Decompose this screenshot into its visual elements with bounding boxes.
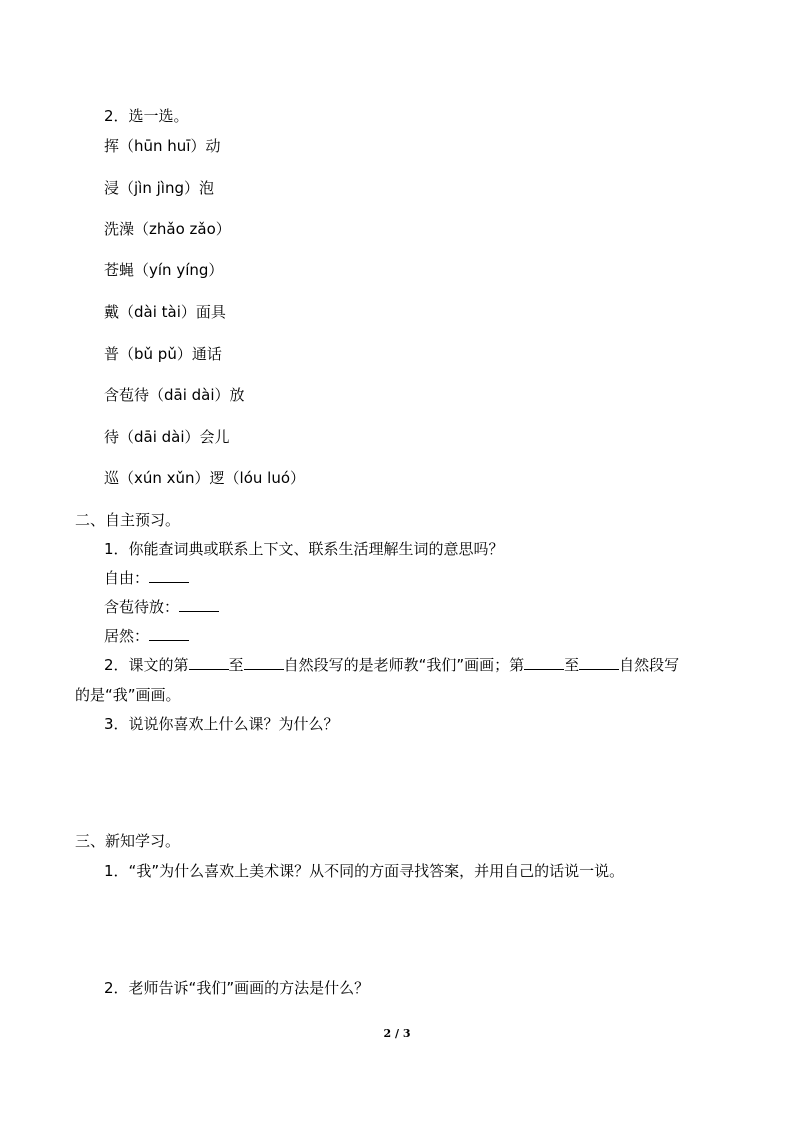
term-fill xyxy=(104,626,189,646)
question-text: 自然段写 xyxy=(619,656,680,674)
question: 2．老师告诉“我们”画画的方法是什么？ xyxy=(104,979,370,997)
question-text: 至 xyxy=(228,656,244,674)
term-fill xyxy=(104,597,219,617)
answer-blank[interactable] xyxy=(149,568,189,583)
question: 1．你能查词典或联系上下文、联系生活理解生词的意思吗？ xyxy=(104,540,504,558)
term-label: 居然： xyxy=(104,627,150,645)
answer-blank[interactable] xyxy=(149,626,189,641)
answer-blank[interactable] xyxy=(579,655,619,670)
question xyxy=(104,655,679,675)
choice-item: 戴（dài tài）面具 xyxy=(104,303,226,321)
term-label: 含苞待放： xyxy=(104,598,180,616)
term-label: 自由： xyxy=(104,569,150,587)
answer-blank[interactable] xyxy=(189,655,229,670)
choice-item: 洗澡（zhǎo zǎo） xyxy=(104,220,231,238)
question: 3．说说你喜欢上什么课？为什么？ xyxy=(104,715,339,733)
answer-blank[interactable] xyxy=(179,597,219,612)
choice-item: 巡（xún xǔn）逻（lóu luó） xyxy=(104,469,306,487)
answer-blank[interactable] xyxy=(244,655,284,670)
choice-item: 浸（jìn jìng）泡 xyxy=(104,179,214,197)
choice-item: 普（bǔ pǔ）通话 xyxy=(104,345,222,363)
question: 1．“我”为什么喜欢上美术课？从不同的方面寻找答案，并用自己的话说一说。 xyxy=(104,862,625,880)
choice-item: 待（dāi dài）会儿 xyxy=(104,428,230,446)
question-text: 自然段写的是老师教“我们”画画；第 xyxy=(283,656,525,674)
answer-blank[interactable] xyxy=(524,655,564,670)
choice-item: 挥（hūn huī）动 xyxy=(104,137,221,155)
choice-item: 含苞待（dāi dài）放 xyxy=(104,386,245,404)
section-heading: 三、新知学习。 xyxy=(75,832,181,850)
page-number: 2 / 3 xyxy=(383,1027,411,1040)
question-text: 2．课文的第 xyxy=(104,656,189,674)
question-text: 至 xyxy=(564,656,580,674)
question-continued: 的是“我”画画。 xyxy=(75,686,181,704)
choose-title: 2．选一选。 xyxy=(104,107,189,125)
term-fill xyxy=(104,568,189,588)
section-heading: 二、自主预习。 xyxy=(75,511,181,529)
choice-item: 苍蝇（yín yíng） xyxy=(104,261,224,279)
